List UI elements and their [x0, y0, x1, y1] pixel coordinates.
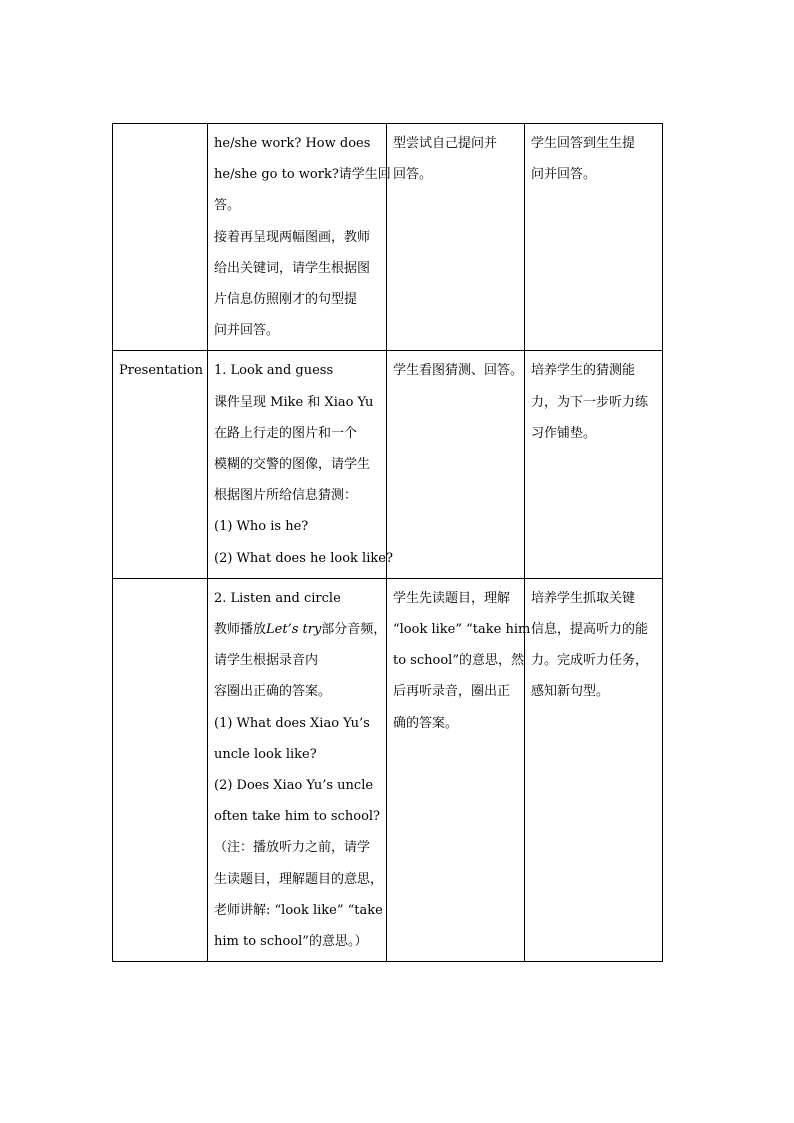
teacher-line: 老师讲解: “look like” “take: [214, 902, 383, 918]
teacher-text: 教师播放: [214, 622, 267, 638]
teacher-line: (1) Who is he?: [214, 519, 309, 535]
table-row: [113, 351, 663, 578]
teacher-line: he/she go to work?请学生回: [214, 167, 391, 183]
teacher-activity-cell: [208, 578, 387, 961]
purpose-cell: [525, 578, 663, 961]
student-line: 后再听录音，圈出正: [393, 684, 511, 700]
teacher-line: he/she work? How does: [214, 136, 371, 151]
teacher-line: （注：播放听力之前，请学: [214, 840, 371, 856]
teacher-line: (2) Does Xiao Yu’s uncle: [214, 778, 374, 794]
teacher-line: 接着再呈现两幅图画，教师: [214, 229, 371, 245]
student-activity-cell: [387, 578, 531, 961]
purpose-line: 力。完成听力任务，: [531, 653, 649, 669]
teacher-line: 课件呈现 Mike 和 Xiao Yu: [214, 394, 374, 410]
purpose-line: 问并回答。: [531, 167, 597, 183]
lesson-plan-table: [112, 123, 663, 962]
stage-cell: [113, 578, 208, 961]
teacher-line: 问并回答。: [214, 323, 280, 339]
purpose-line: 培养学生抓取关键: [531, 590, 636, 606]
teacher-line: 片信息仿照刚才的句型提: [214, 292, 358, 308]
purpose-line: 学生回答到生生提: [531, 136, 636, 151]
student-activity-cell: [387, 124, 525, 351]
teacher-line: (1) What does Xiao Yu’s: [214, 715, 370, 731]
teacher-line: 2. Listen and circle: [214, 590, 341, 606]
teacher-line: (2) What does he look like?: [214, 550, 393, 566]
table-row: [113, 124, 663, 351]
purpose-line: 力，为下一步听力练: [531, 394, 649, 410]
teacher-line: 根据图片所给信息猜测：: [214, 488, 358, 504]
table-row: [113, 578, 663, 961]
teacher-line: 请学生根据录音内: [214, 653, 319, 669]
teacher-line: 生读题目，理解题目的意思，: [214, 871, 384, 887]
teacher-line: 1. Look and guess: [214, 363, 334, 379]
purpose-cell: [525, 124, 663, 351]
student-line: “look like” “take him: [393, 622, 531, 638]
student-line: to school”的意思，然: [393, 653, 524, 669]
teacher-activity-cell: [208, 124, 391, 351]
student-activity-cell: [387, 351, 525, 578]
student-line: 学生看图猜测、回答。: [393, 363, 524, 379]
purpose-line: 习作铺垫。: [531, 425, 597, 441]
stage-cell: Presentation: [113, 351, 208, 578]
teacher-line: him to school”的意思。）: [214, 934, 368, 950]
teacher-line: uncle look like?: [214, 746, 317, 762]
student-line: 学生先读题目，理解: [393, 590, 511, 606]
teacher-line: 容圈出正确的答案。: [214, 684, 332, 700]
teacher-line: 模糊的交警的图像，请学生: [214, 457, 371, 473]
student-line: 型尝试自己提问并: [393, 136, 498, 151]
teacher-activity-cell: [208, 351, 393, 578]
stage-cell: [113, 124, 208, 351]
teacher-line: 给出关键词，请学生根据图: [214, 260, 371, 276]
purpose-line: 培养学生的猜测能: [531, 363, 636, 379]
teacher-italic-text: Let’s try: [266, 622, 322, 638]
teacher-line: 答。: [214, 198, 241, 214]
purpose-line: 感知新句型。: [531, 684, 610, 700]
teacher-line: often take him to school?: [214, 809, 381, 825]
student-line: 回答。: [393, 167, 433, 183]
student-line: 确的答案。: [393, 715, 459, 731]
purpose-line: 信息，提高听力的能: [531, 622, 649, 638]
purpose-cell: [525, 351, 663, 578]
teacher-text: 部分音频，: [321, 622, 387, 638]
teacher-line: 在路上行走的图片和一个: [214, 425, 358, 441]
teacher-line: [214, 614, 387, 645]
